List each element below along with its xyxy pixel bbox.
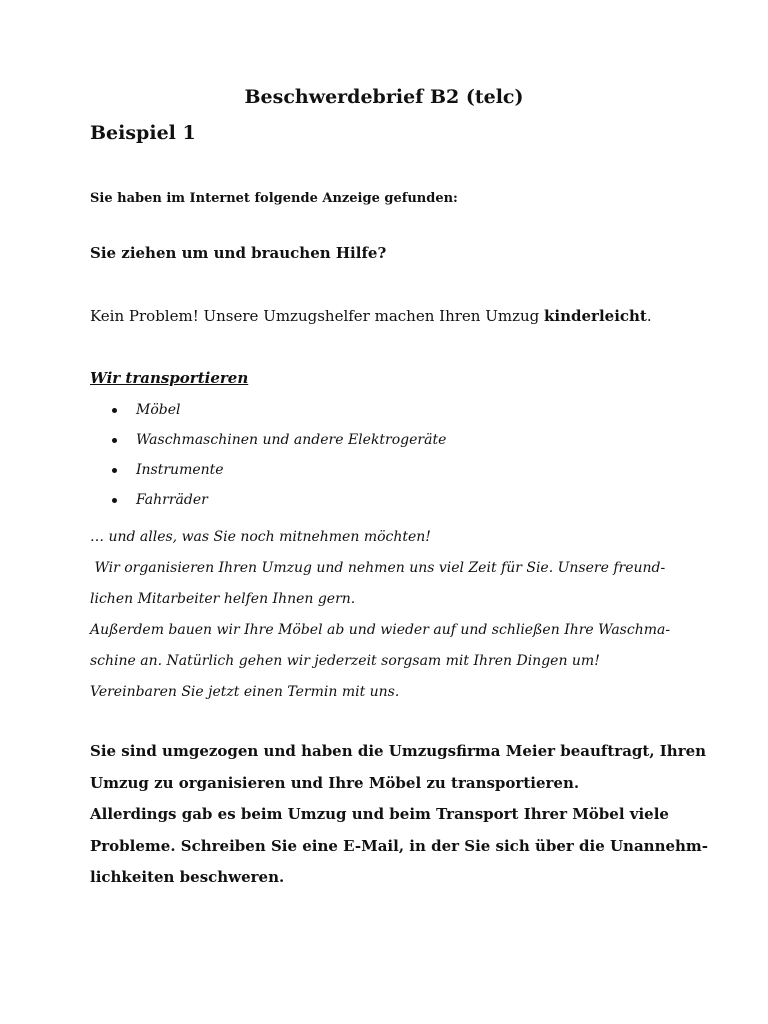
task-description [90,736,709,894]
document-title: Beschwerdebrief B2 (telc) [244,86,524,108]
ad-headline: Sie ziehen um und brauchen Hilfe? [90,244,387,262]
ad-lead-text: Kein Problem! Unsere Umzugshelfer machen Ihren Umzug [90,307,545,325]
ad-body-text [90,522,690,708]
bullet-icon [112,438,117,443]
example-heading: Beispiel 1 [90,122,196,144]
task-line: lichkeiten beschweren. [90,868,285,886]
bullet-icon [112,498,117,503]
ad-body-line: lichen Mitarbeiter helfen Ihnen gern. [90,591,356,607]
ad-lead-emphasis: kinderleicht [544,307,647,325]
bullet-icon [112,408,117,413]
list-item [110,488,446,518]
task-line: Allerdings gab es beim Umzug und beim Transport Ihrer Möbel viele [90,805,669,823]
bullet-icon [112,468,117,473]
ad-body-line: Vereinbaren Sie jetzt einen Termin mit uns. [90,684,400,700]
ad-body-line: Außerdem bauen wir Ihre Möbel ab und wieder auf und schließen Ihre Waschma- [90,622,671,638]
ad-lead-end: . [646,307,652,325]
ad-body-line: … und alles, was Sie noch mitnehmen möchten! [90,529,431,545]
ad-body-line: Wir organisieren Ihren Umzug und nehmen uns viel Zeit für Sie. Unsere freund- [90,560,666,576]
list-item-label: Instrumente [136,462,224,478]
task-intro: Sie haben im Internet folgende Anzeige gefunden: [90,191,458,206]
task-line: Probleme. Schreiben Sie eine E-Mail, in der Sie sich über die Unannehm- [90,836,709,855]
list-item [110,398,446,428]
list-item [110,458,446,488]
list-item-label: Waschmaschinen und andere Elektrogeräte [136,432,447,448]
services-heading: Wir transportieren [90,369,249,387]
ad-body-line: schine an. Natürlich gehen wir jederzeit sorgsam mit Ihren Dingen um! [90,653,600,669]
services-list [110,398,446,518]
list-item-label: Fahrräder [136,492,208,508]
task-line: Sie sind umgezogen und haben die Umzugsfirma Meier beauftragt, Ihren [90,742,707,760]
list-item [110,428,446,458]
task-line: Umzug zu organisieren und Ihre Möbel zu transportieren. [90,773,580,792]
ad-lead-paragraph [90,307,652,325]
list-item-label: Möbel [136,402,181,418]
